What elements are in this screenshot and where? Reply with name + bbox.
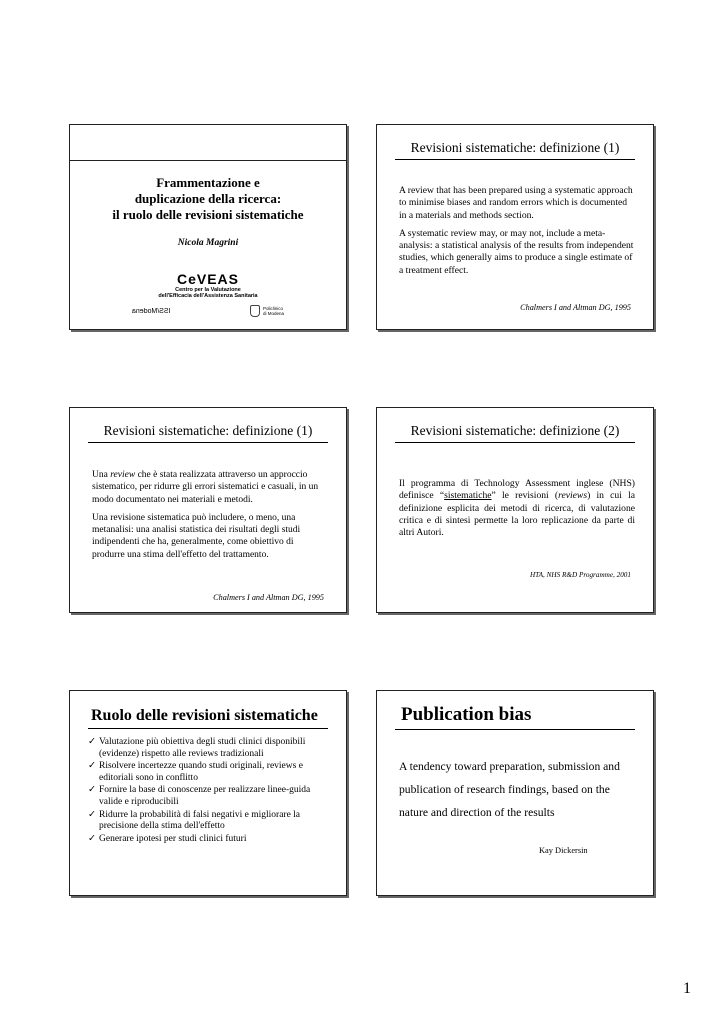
- list-item: ✓ Generare ipotesi per studi clinici futuri: [88, 833, 247, 844]
- slide-4: [376, 407, 654, 613]
- slide-title: Revisioni sistematiche: definizione (2): [395, 424, 635, 443]
- author: Kay Dickersin: [539, 846, 588, 855]
- slide-title: Revisioni sistematiche: definizione (1): [395, 141, 635, 160]
- slide-body: [399, 185, 635, 283]
- slide-1: [69, 124, 347, 330]
- list-item: ✓ Valutazione più obiettiva degli studi clinici disponibili (evidenze) rispetto alle reviews tradizionali: [88, 737, 306, 759]
- emphasis: review: [110, 470, 136, 480]
- checkmark-icon: ✓: [88, 785, 96, 796]
- citation: Chalmers I and Altman DG, 1995: [520, 303, 631, 312]
- page-number: 1: [683, 980, 691, 997]
- iss-logo: ISS/Modena: [132, 308, 171, 315]
- list-item: ✓ Ridurre la probabilità di falsi negativi e migliorare la precisione della stima dell'effetto: [88, 809, 301, 832]
- slide-title: Revisioni sistematiche: definizione (1): [88, 424, 328, 443]
- slide-3: [69, 407, 347, 613]
- list-item: ✓ Risolvere incertezze quando studi originali, reviews e editoriali sono in conflitto: [88, 761, 303, 783]
- slide-body: Il programma di Technology Assessment inglese (NHS) definisce “sistematiche” le revisioni (reviews) in cui la definizione esplicita dei metodi di ricerca, di valutazione critica e di sintesi permette la loro replicazione da parte di altri Autori.: [399, 478, 635, 539]
- title-line-3: il ruolo delle revisioni sistematiche: [112, 207, 304, 222]
- citation: HTA, NHS R&D Programme, 2001: [529, 571, 631, 579]
- logo-line-2: dell'Efficacia dell'Assistenza Sanitaria: [158, 293, 258, 299]
- slide-body: [92, 469, 328, 567]
- checklist: [88, 737, 334, 846]
- policlinico-line-2: di Modena: [263, 311, 285, 316]
- title-line-1: Frammentazione e: [156, 175, 260, 190]
- title-line-2: duplicazione della ricerca:: [134, 191, 282, 206]
- underlined-term: sistematiche: [444, 490, 492, 502]
- paragraph: Una review che è stata realizzata attraverso un approccio sistematico, per ridurre gli errori sistematici e casuali, in un modo documentato nei materiali e metodi.: [92, 470, 319, 505]
- slide-title: Ruolo delle revisioni sistematiche: [88, 707, 328, 729]
- checkmark-icon: ✓: [88, 737, 96, 747]
- checkmark-icon: ✓: [88, 809, 96, 820]
- list-item: ✓ Fornire la base di conoscenze per realizzare linee-guida valide e riproducibili: [88, 785, 311, 807]
- checkmark-icon: ✓: [88, 761, 96, 772]
- policlinico-line-1: Policlinico: [263, 306, 284, 311]
- slide-5: [69, 690, 347, 896]
- paragraph: A systematic review may, or may not, include a meta-analysis: a statistical analysis of the results from independent studies, which generally aims to produce a single estimate of a treatment effect.: [399, 227, 634, 276]
- crest-icon: [250, 305, 260, 317]
- definition-text: A tendency toward preparation, submission and publication of research findings, based on the nature and direction of the results: [399, 760, 620, 819]
- paragraph: A review that has been prepared using a systematic approach to minimise biases and random errors which is documented in a materials and methods section.: [399, 185, 633, 221]
- slide-title: Publication bias: [395, 705, 635, 730]
- divider: [70, 160, 346, 161]
- paragraph: Una revisione sistematica può includere, o meno, una metanalisi: una analisi statistica dei risultati degli studi indipendenti che ha, generalmente, come obiettivo di produrre una stima dell'effetto del trattamento.: [92, 512, 301, 560]
- logo-line-1: Centro per la Valutazione: [175, 287, 241, 293]
- policlinico-logo: [250, 305, 284, 317]
- author: Nicola Magrini: [177, 238, 239, 248]
- logo-brand: CeVEAS: [176, 271, 240, 287]
- emphasis: reviews: [558, 490, 588, 502]
- citation: Chalmers I and Altman DG, 1995: [213, 593, 324, 602]
- slide-6: [376, 690, 654, 896]
- slide-2: [376, 124, 654, 330]
- ceveas-logo: [70, 271, 346, 299]
- checkmark-icon: ✓: [88, 833, 96, 844]
